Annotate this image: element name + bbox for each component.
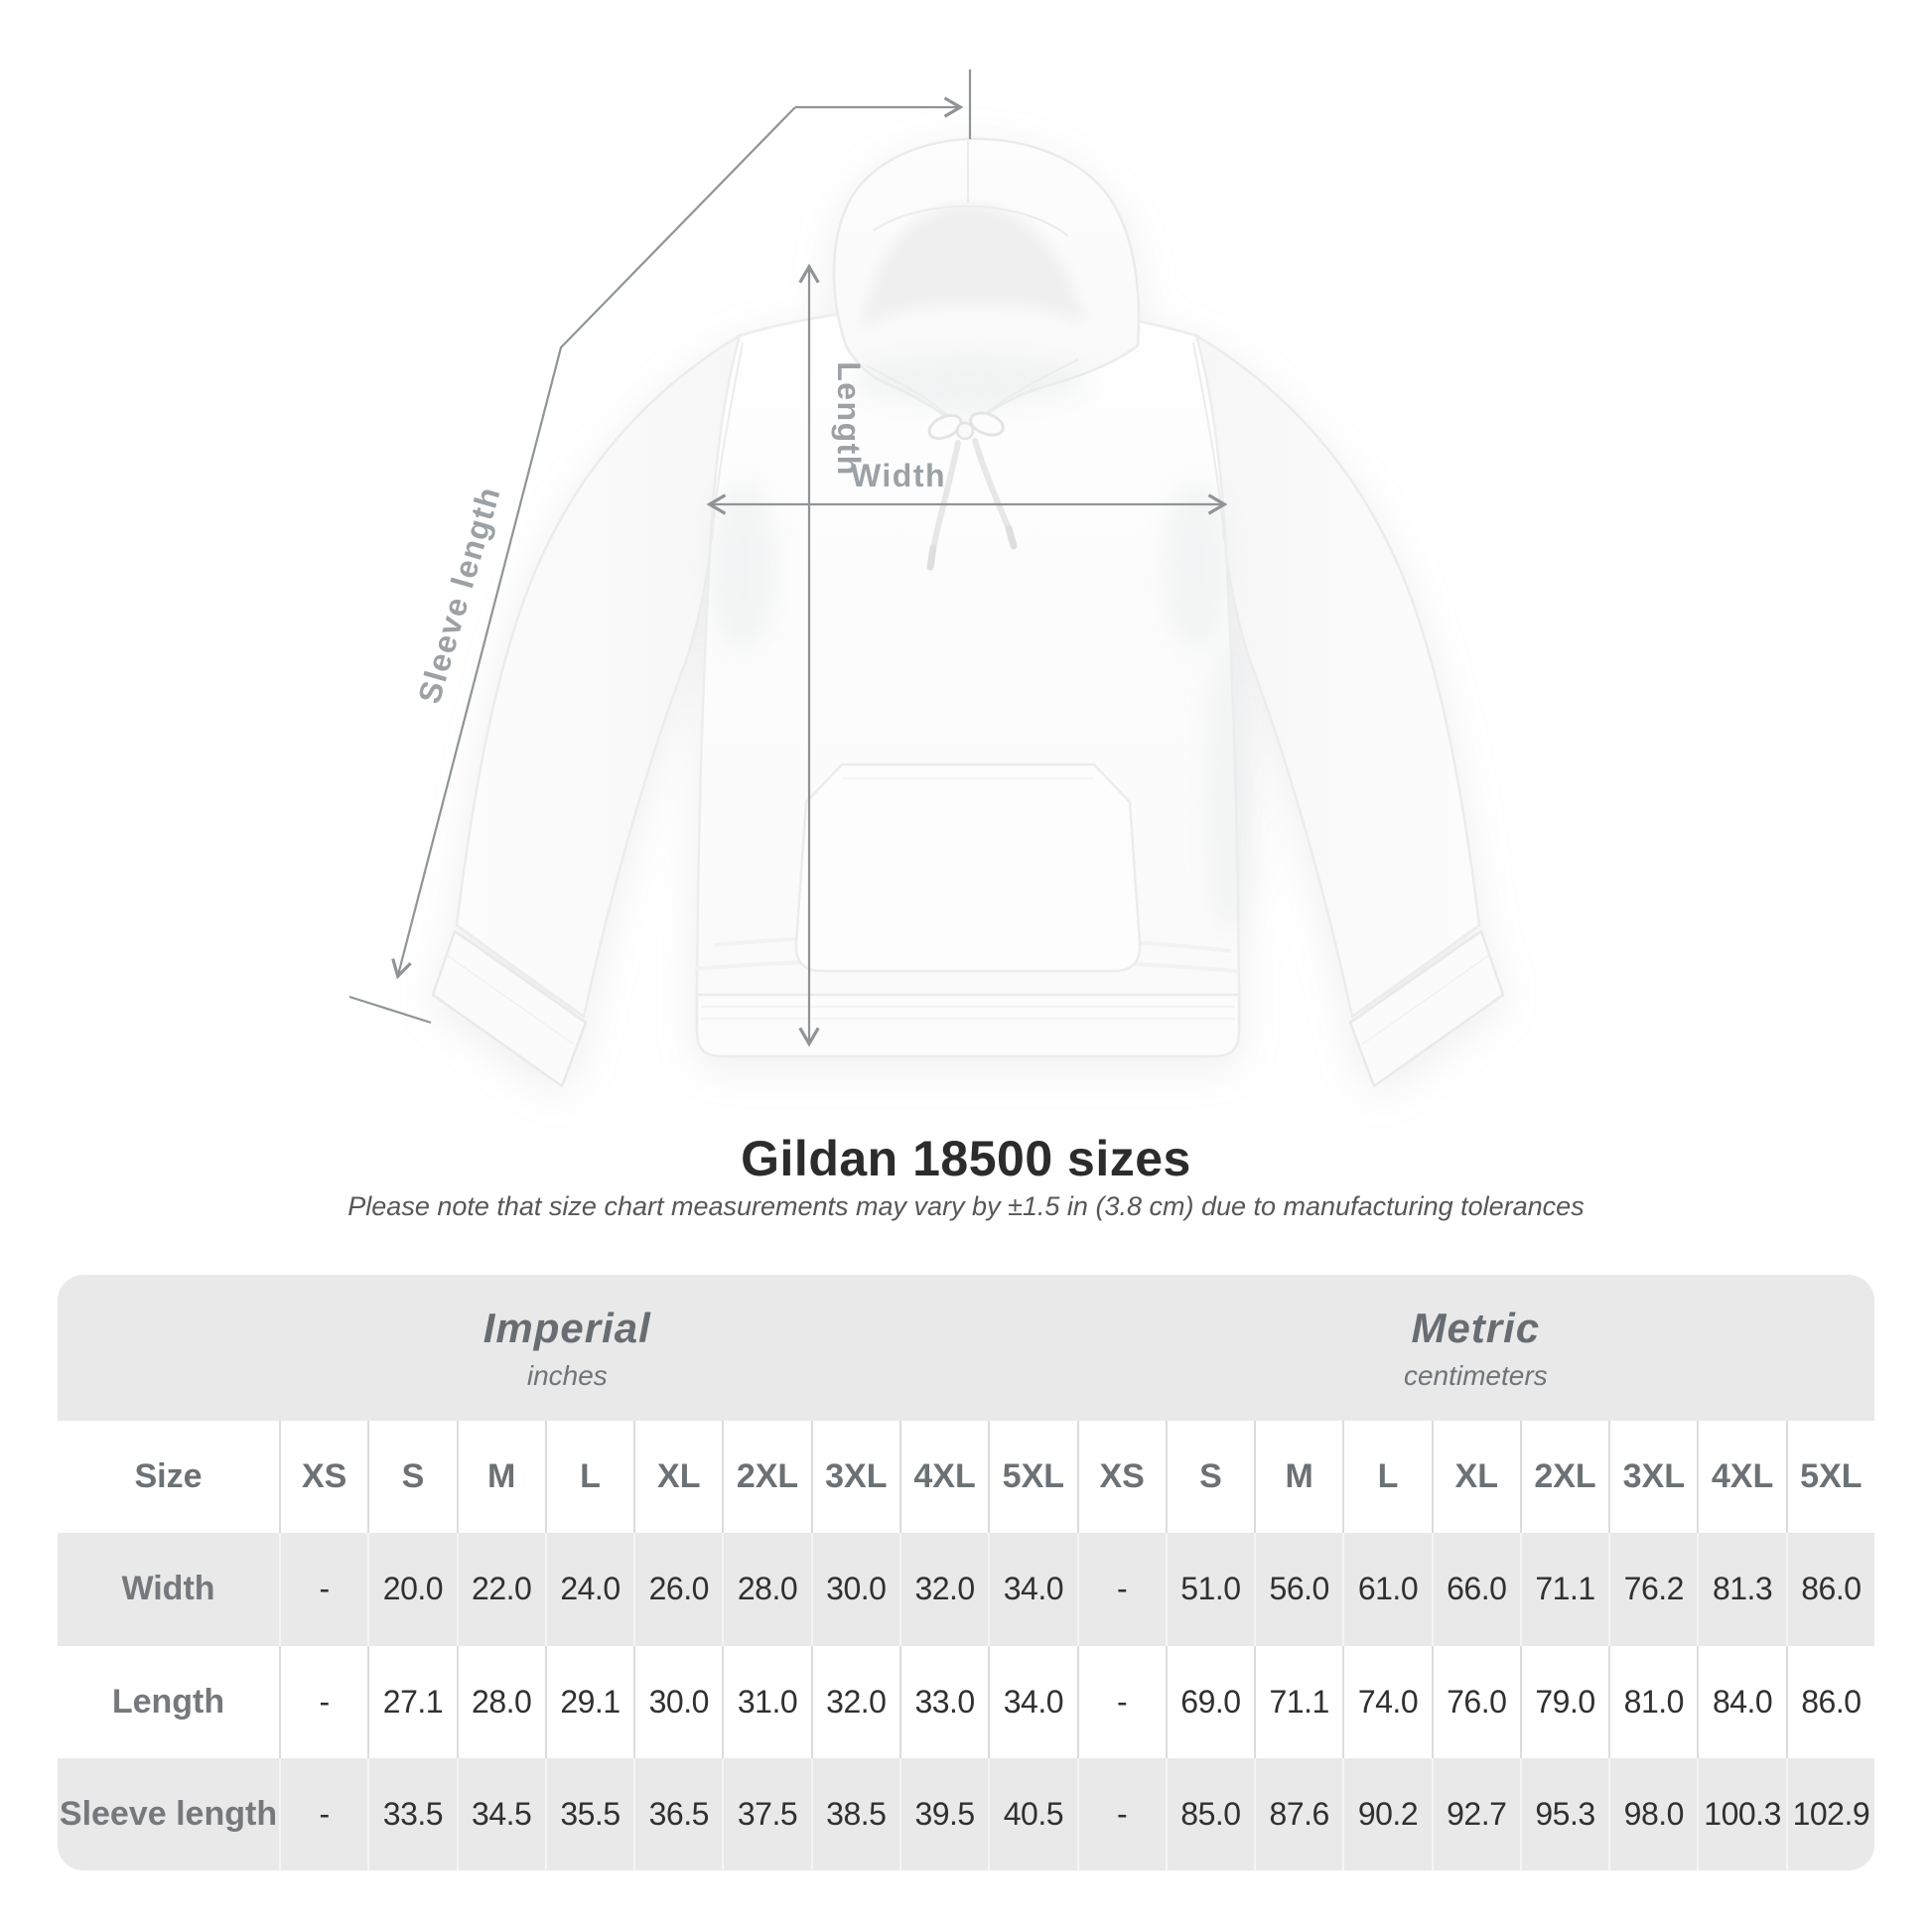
row-label: Length <box>111 1682 225 1721</box>
metric-value-cell: 71.1 <box>1520 1533 1608 1645</box>
metric-value-cell: 92.7 <box>1432 1758 1520 1870</box>
size-column-header: 4XL <box>899 1421 988 1533</box>
size-column-header: 5XL <box>988 1421 1076 1533</box>
metric-value-cell: 71.1 <box>1254 1646 1342 1758</box>
imperial-label: Imperial <box>483 1304 651 1351</box>
size-table-rows <box>58 1421 1874 1870</box>
imperial-value-cell: 29.1 <box>545 1646 633 1758</box>
imperial-value-cell: 34.0 <box>988 1646 1076 1758</box>
metric-value-cell: 76.0 <box>1432 1646 1520 1758</box>
metric-value-cell: 74.0 <box>1342 1646 1431 1758</box>
size-column-header: 3XL <box>811 1421 899 1533</box>
metric-value-cell: 86.0 <box>1786 1533 1874 1645</box>
imperial-value-cell: 33.5 <box>367 1758 456 1870</box>
hoodie-pocket <box>796 764 1140 971</box>
metric-value-cell: - <box>1077 1533 1166 1645</box>
size-column-header: L <box>545 1421 633 1533</box>
metric-value-cell: 81.0 <box>1608 1646 1697 1758</box>
metric-value-cell: 86.0 <box>1786 1646 1874 1758</box>
imperial-value-cell: 32.0 <box>899 1533 988 1645</box>
imperial-value-cell: 34.5 <box>457 1758 545 1870</box>
size-header-row <box>58 1421 1874 1533</box>
metric-value-cell: 95.3 <box>1520 1758 1608 1870</box>
imperial-value-cell: 22.0 <box>457 1533 545 1645</box>
imperial-value-cell: 27.1 <box>367 1646 456 1758</box>
metric-value-cell: 61.0 <box>1342 1533 1431 1645</box>
size-column-header: 5XL <box>1786 1421 1874 1533</box>
imperial-value-cell: 28.0 <box>457 1646 545 1758</box>
page-title: Gildan 18500 sizes <box>741 1131 1191 1186</box>
metric-value-cell: 90.2 <box>1342 1758 1431 1870</box>
metric-value-cell: 98.0 <box>1608 1758 1697 1870</box>
metric-value-cell: 100.3 <box>1697 1758 1785 1870</box>
size-column-header: 4XL <box>1697 1421 1785 1533</box>
imperial-value-cell: 34.0 <box>988 1533 1076 1645</box>
hoodie-hem-band <box>697 995 1239 1056</box>
imperial-value-cell: 38.5 <box>811 1758 899 1870</box>
metric-value-cell: 69.0 <box>1166 1646 1254 1758</box>
size-column-header: L <box>1342 1421 1431 1533</box>
size-column-header: XS <box>279 1421 367 1533</box>
size-corner-header: Size <box>134 1457 203 1496</box>
metric-value-cell: 81.3 <box>1697 1533 1785 1645</box>
imperial-value-cell: 40.5 <box>988 1758 1076 1870</box>
imperial-value-cell: - <box>279 1533 367 1645</box>
size-column-header: XL <box>633 1421 722 1533</box>
measurement-row <box>58 1533 1874 1645</box>
size-column-header: S <box>1166 1421 1254 1533</box>
imperial-value-cell: 39.5 <box>899 1758 988 1870</box>
imperial-sublabel: inches <box>526 1359 608 1391</box>
size-column-header: 2XL <box>1520 1421 1608 1533</box>
imperial-value-cell: 31.0 <box>722 1646 810 1758</box>
metric-value-cell: 102.9 <box>1786 1758 1874 1870</box>
metric-sublabel: centimeters <box>1403 1359 1548 1391</box>
page-subtitle: Please note that size chart measurements may vary by ±1.5 in (3.8 cm) due to manufacturing tolerances <box>347 1191 1585 1221</box>
imperial-value-cell: 33.0 <box>899 1646 988 1758</box>
imperial-value-cell: 26.0 <box>633 1533 722 1645</box>
size-table <box>58 1275 1874 1870</box>
imperial-value-cell: 35.5 <box>545 1758 633 1870</box>
imperial-value-cell: 30.0 <box>811 1533 899 1645</box>
metric-value-cell: 87.6 <box>1254 1758 1342 1870</box>
imperial-value-cell: - <box>279 1758 367 1870</box>
size-column-header: 2XL <box>722 1421 810 1533</box>
metric-value-cell: 66.0 <box>1432 1533 1520 1645</box>
metric-unit-header <box>1077 1275 1874 1421</box>
imperial-value-cell: 20.0 <box>367 1533 456 1645</box>
imperial-value-cell: 36.5 <box>633 1758 722 1870</box>
size-column-header: S <box>367 1421 456 1533</box>
metric-value-cell: 76.2 <box>1608 1533 1697 1645</box>
metric-value-cell: - <box>1077 1758 1166 1870</box>
length-dimension-label: Length <box>831 361 867 477</box>
imperial-value-cell: - <box>279 1646 367 1758</box>
imperial-value-cell: 37.5 <box>722 1758 810 1870</box>
size-column-header: M <box>457 1421 545 1533</box>
row-label: Width <box>121 1570 215 1608</box>
sleeve-dimension-label: Sleeve length <box>411 482 507 708</box>
metric-label: Metric <box>1411 1304 1541 1351</box>
row-label: Sleeve length <box>59 1794 278 1833</box>
metric-value-cell: 79.0 <box>1520 1646 1608 1758</box>
width-dimension-label: Width <box>850 458 947 493</box>
size-column-header: XS <box>1077 1421 1166 1533</box>
metric-value-cell: 56.0 <box>1254 1533 1342 1645</box>
size-column-header: M <box>1254 1421 1342 1533</box>
size-column-header: 3XL <box>1608 1421 1697 1533</box>
size-column-header: XL <box>1432 1421 1520 1533</box>
measurement-row <box>58 1758 1874 1870</box>
imperial-value-cell: 32.0 <box>811 1646 899 1758</box>
sleeve-end-tick <box>349 997 431 1023</box>
metric-value-cell: 51.0 <box>1166 1533 1254 1645</box>
imperial-unit-header <box>58 1275 1077 1421</box>
metric-value-cell: 84.0 <box>1697 1646 1785 1758</box>
metric-value-cell: 85.0 <box>1166 1758 1254 1870</box>
metric-value-cell: - <box>1077 1646 1166 1758</box>
imperial-value-cell: 24.0 <box>545 1533 633 1645</box>
imperial-value-cell: 30.0 <box>633 1646 722 1758</box>
hoodie-photo <box>433 139 1503 1086</box>
unit-header-band <box>58 1275 1874 1421</box>
measurement-row <box>58 1646 1874 1758</box>
imperial-value-cell: 28.0 <box>722 1533 810 1645</box>
